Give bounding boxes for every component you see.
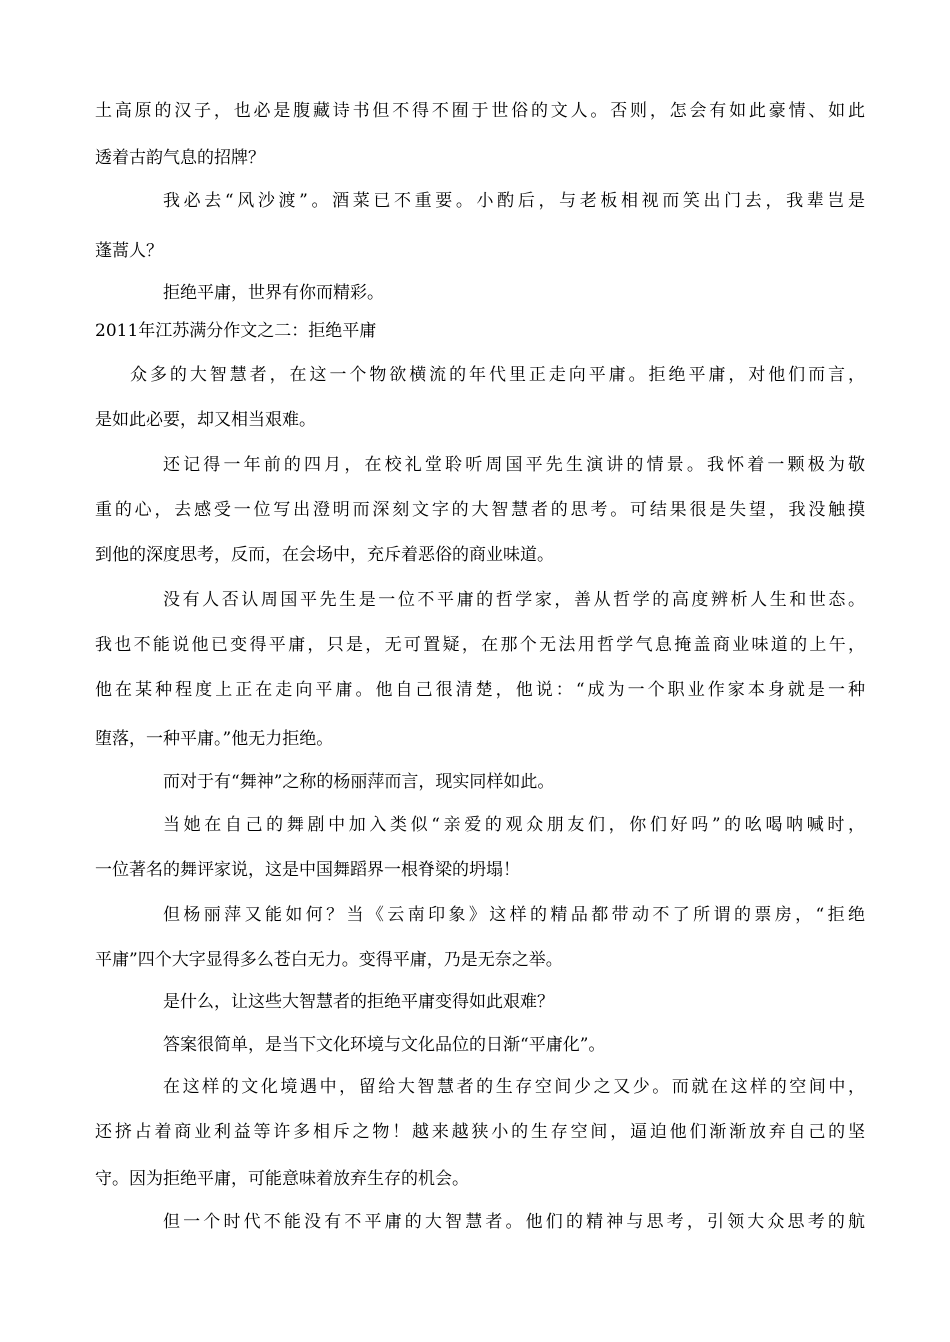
text-line-13: 我也不能说他已变得平庸，只是，无可置疑，在那个无法用哲学气息掩盖商业味道的上午，: [95, 635, 865, 655]
text-line-21: 是什么，让这些大智慧者的拒绝平庸变得如此艰难？: [163, 992, 554, 1012]
text-line-22: 答案很简单，是当下文化环境与文化品位的日渐“平庸化”。: [163, 1035, 606, 1055]
text-line-16: 而对于有“舞神”之称的杨丽萍而言，现实同样如此。: [163, 772, 555, 792]
text-line-11: 到他的深度思考，反而，在会场中，充斥着恶俗的商业味道。: [95, 545, 554, 565]
text-line-24: 还挤占着商业利益等许多相斥之物！越来越狭小的生存空间，逼迫他们渐渐放弃自己的坚: [95, 1122, 865, 1142]
essay-title: 2011年江苏满分作文之二：拒绝平庸: [95, 321, 377, 341]
text-line-26: 但一个时代不能没有不平庸的大智慧者。他们的精神与思考，引领大众思考的航: [163, 1212, 865, 1232]
text-line-10: 重的心，去感受一位写出澄明而深刻文字的大智慧者的思考。可结果很是失望，我没触摸: [95, 500, 865, 520]
text-line-4: 蓬蒿人？: [95, 241, 163, 261]
text-line-25: 守。因为拒绝平庸，可能意味着放弃生存的机会。: [95, 1169, 469, 1189]
text-line-19: 但杨丽萍又能如何？当《云南印象》这样的精品都带动不了所谓的票房，“拒绝: [163, 905, 865, 925]
text-line-18: 一位著名的舞评家说，这是中国舞蹈界一根脊梁的坍塌！: [95, 860, 520, 880]
text-line-17: 当她在自己的舞剧中加入类似“亲爱的观众朋友们，你们好吗”的吆喝呐喊时，: [163, 815, 865, 835]
text-line-14: 他在某种程度上正在走向平庸。他自己很清楚，他说：“成为一个职业作家本身就是一种: [95, 680, 865, 700]
text-line-9: 还记得一年前的四月，在校礼堂聆听周国平先生演讲的情景。我怀着一颗极为敬: [163, 455, 865, 475]
text-line-2: 透着古韵气息的招牌？: [95, 148, 265, 168]
text-line-1: 土高原的汉子，也必是腹藏诗书但不得不囿于世俗的文人。否则，怎会有如此豪情、如此: [95, 101, 865, 121]
text-line-5: 拒绝平庸，世界有你而精彩。: [163, 283, 384, 303]
text-line-15: 堕落，一种平庸。”他无力拒绝。: [95, 729, 334, 749]
text-line-3: 我必去“风沙渡”。酒菜已不重要。小酌后，与老板相视而笑出门去，我辈岂是: [163, 191, 865, 211]
text-line-23: 在这样的文化境遇中，留给大智慧者的生存空间少之又少。而就在这样的空间中，: [163, 1077, 865, 1097]
text-line-7: 众多的大智慧者，在这一个物欲横流的年代里正走向平庸。拒绝平庸，对他们而言，: [130, 365, 865, 385]
text-line-12: 没有人否认周国平先生是一位不平庸的哲学家，善从哲学的高度辨析人生和世态。: [163, 590, 865, 610]
text-line-8: 是如此必要，却又相当艰难。: [95, 410, 316, 430]
text-line-20: 平庸”四个大字显得多么苍白无力。变得平庸，乃是无奈之举。: [95, 950, 563, 970]
